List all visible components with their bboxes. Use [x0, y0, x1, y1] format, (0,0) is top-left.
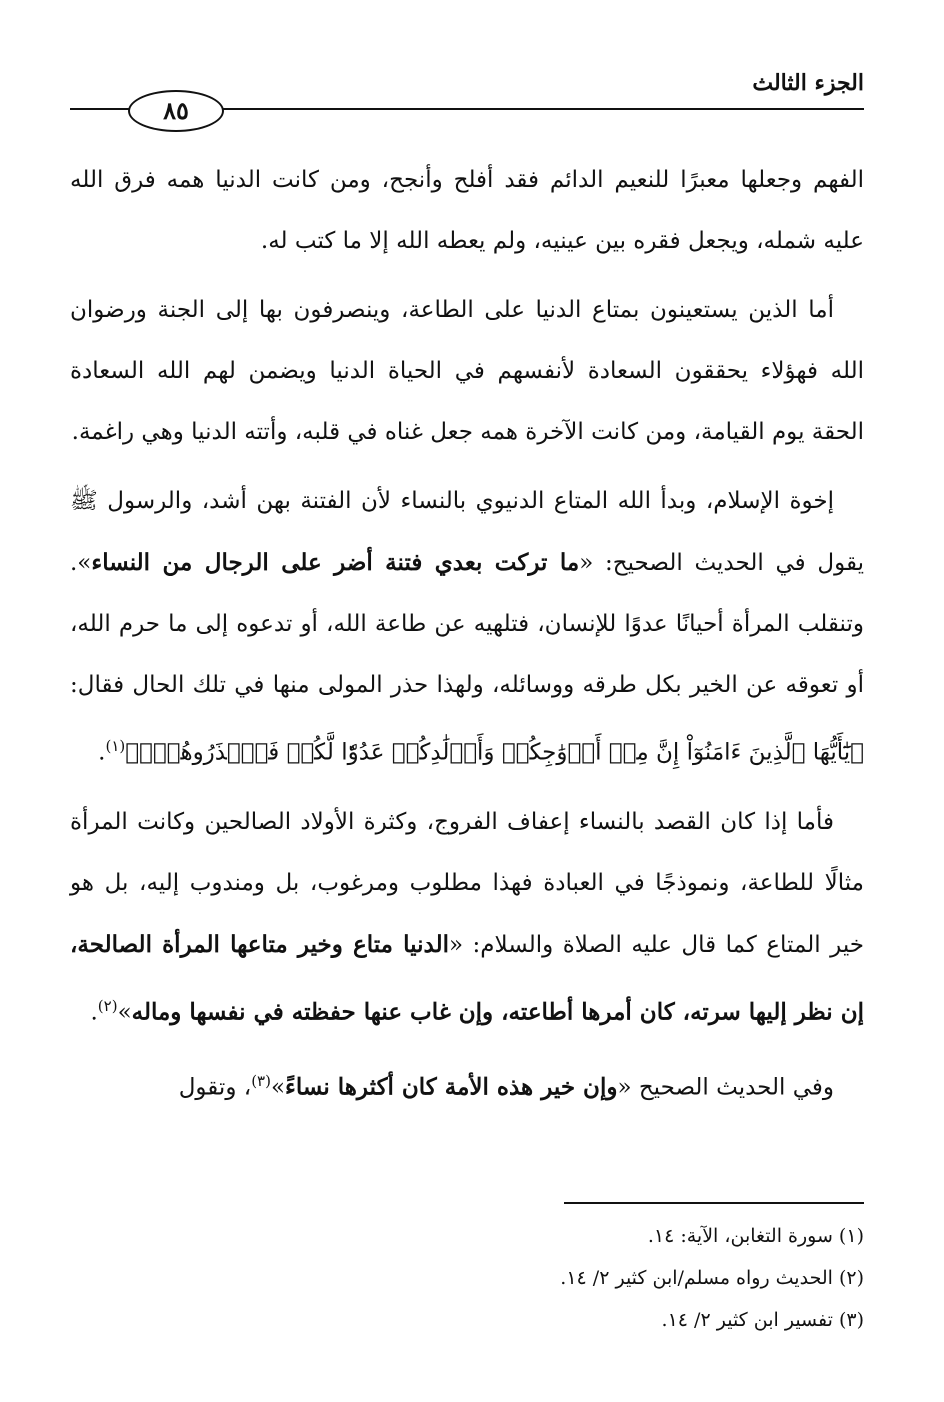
main-text: [70, 150, 864, 1119]
hadith-quote: الدنيا متاع وخير متاعها المرأة الصالحة، إن نظر إليها سرته، كان أمرها أطاعته، وإن غاب عنها حفظته في نفسها وماله: [70, 930, 864, 1026]
text-run: .: [98, 739, 106, 766]
text-run: »: [270, 1074, 286, 1101]
text-run: الفهم وجعلها معبرًا للنعيم الدائم فقد أفلح وأنجح، ومن كانت الدنيا همه فرق الله عليه شمله، ويجعل فقره بين عينيه، ولم يعطه الله إلا ما كتب له.: [70, 167, 864, 254]
text-run: ، وتقول: [178, 1074, 252, 1101]
footnote-separator: [564, 1202, 864, 1204]
text-run: ». وتنقلب المرأة أحيانًا عدوًا للإنسان، فتلهيه عن طاعة الله، أو تدعوه إلى ما حرم الله، أو تعوقه عن الخير بكل طرقه ووسائله، ولهذا حذر المولى منها في تلك الحال فقال: ﴿يَٰٓأَيُّهَا ٱلَّذِينَ ءَامَنُوٓاْ إِنَّ مِنۡ أَزۡوَٰجِكُمۡ وَأَوۡلَٰدِكُمۡ عَدُوّٗا لَّكُمۡ فَٱحۡذَرُوهُمۡۚ﴾: [70, 550, 864, 766]
footnote-3: (٣) تفسير ابن كثير ٢/ ١٤.: [661, 1309, 864, 1331]
header-rule-left: [70, 108, 130, 110]
hadith-quote: ما تركت بعدي فتنة أضر على الرجال من النساء: [91, 549, 580, 576]
footnote-ref: (١): [105, 737, 126, 755]
text-run: »: [117, 999, 132, 1026]
footnote-1: (١) سورة التغابن، الآية: ١٤.: [647, 1225, 864, 1247]
paragraph-2: [70, 280, 864, 463]
paragraph-3: [70, 471, 864, 784]
footnote-ref: (٣): [251, 1072, 271, 1091]
page-number: ٨٥: [128, 90, 224, 132]
footnote-2: (٢) الحديث رواه مسلم/ابن كثير ٢/ ١٤.: [560, 1267, 864, 1289]
running-title: الجزء الثالث: [752, 70, 864, 96]
text-run: أما الذين يستعينون بمتاع الدنيا على الطاعة، وينصرفون بها إلى الجنة ورضوان الله فهؤلاء يحققون السعادة لأنفسهم في الحياة الدنيا ويضمن لهم الله السعادة الحقة يوم القيامة، ومن كانت الآخرة همه جعل غناه في قلبه، وأتته الدنيا وهي راغمة.: [70, 297, 864, 445]
hadith-quote: وإن خير هذه الأمة كان أكثرها نساءً: [285, 1073, 618, 1101]
header-rule: [200, 108, 864, 110]
page-header: [70, 60, 864, 140]
text-run: وفي الحديث الصحيح «: [617, 1074, 834, 1101]
paragraph-4: [70, 792, 864, 1044]
text-run: .: [90, 999, 98, 1026]
text-run: إخوة الإسلام، وبدأ الله المتاع الدنيوي بالنساء لأن الفتنة بهن أشد، والرسول ﷺ يقول في الحديث الصحيح: «: [70, 488, 864, 576]
paragraph-1: [70, 150, 864, 272]
paragraph-5: [70, 1051, 864, 1119]
text-run: فأما إذا كان القصد بالنساء إعفاف الفروج، وكثرة الأولاد الصالحين وكانت المرأة مثالًا للطاعة، ونموذجًا في العبادة فهذا مطلوب ومرغوب، بل ومندوب إليه، بل هو خير المتاع كما قال عليه الصلاة والسلام: «: [70, 808, 864, 958]
footnote-ref: (٢): [97, 996, 118, 1015]
footnotes: [70, 1215, 864, 1341]
